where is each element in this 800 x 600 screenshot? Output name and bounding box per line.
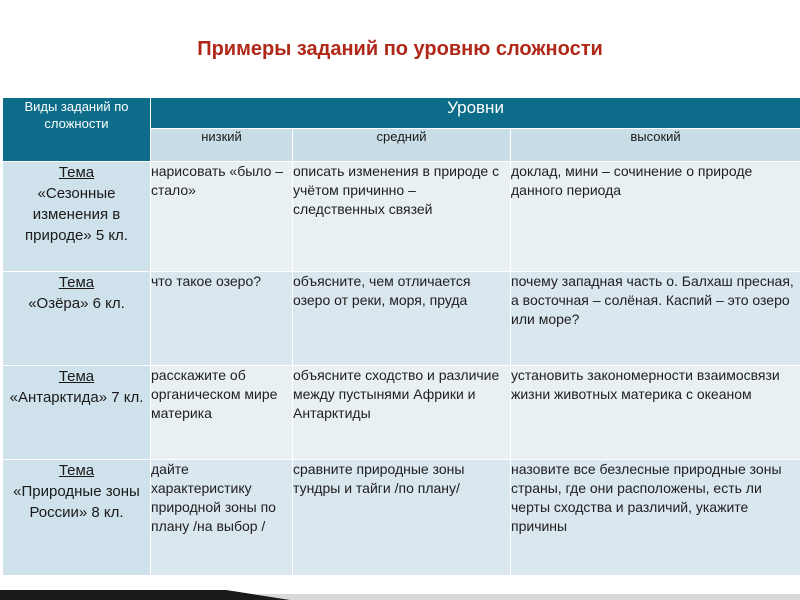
- topic-label: Тема: [58, 368, 95, 385]
- task-mid: сравните природные зоны тундры и тайги /по плану/: [293, 460, 511, 576]
- tasks-table: [2, 97, 800, 576]
- task-low: что такое озеро?: [151, 272, 293, 366]
- task-low: дайте характеристику природной зоны по плану /на выбор /: [151, 460, 293, 576]
- topic-name: «Антарктида» 7 кл.: [9, 389, 144, 406]
- task-mid: описать изменения в природе с учётом причинно – следственных связей: [293, 162, 511, 272]
- slide-footer-band: [0, 582, 800, 600]
- task-high: назовите все безлесные природные зоны страны, где они расположены, есть ли черты сходства и различий, укажите причины: [511, 460, 800, 576]
- header-task-kinds: Виды заданий по сложности: [3, 98, 151, 162]
- header-level-mid: средний: [293, 129, 511, 162]
- table-row: [3, 460, 800, 576]
- topic-cell: [3, 460, 151, 576]
- task-high: доклад, мини – сочинение о природе данного периода: [511, 162, 800, 272]
- topic-name: «Озёра» 6 кл.: [28, 295, 125, 312]
- topic-label: Тема: [58, 462, 95, 479]
- topic-cell: [3, 272, 151, 366]
- task-low: расскажите об органическом мире материка: [151, 366, 293, 460]
- table-row: [3, 366, 800, 460]
- task-low: нарисовать «было – стало»: [151, 162, 293, 272]
- topic-label: Тема: [58, 274, 95, 291]
- topic-name: «Природные зоны России» 8 кл.: [13, 483, 140, 521]
- topic-cell: [3, 162, 151, 272]
- page-title: Примеры заданий по уровню сложности: [197, 38, 603, 60]
- header-row-levels: [3, 98, 800, 129]
- header-levels: Уровни: [151, 98, 800, 129]
- table-row: [3, 272, 800, 366]
- task-mid: объясните, чем отличается озеро от реки, моря, пруда: [293, 272, 511, 366]
- topic-cell: [3, 366, 151, 460]
- task-high: почему западная часть о. Балхаш пресная, а восточная – солёная. Каспий – это озеро или море?: [511, 272, 800, 366]
- header-level-low: низкий: [151, 129, 293, 162]
- footer-stripe-dark: [0, 590, 290, 600]
- task-mid: объясните сходство и различие между пустынями Африки и Антарктиды: [293, 366, 511, 460]
- header-level-high: высокий: [511, 129, 800, 162]
- table-row: [3, 162, 800, 272]
- task-high: установить закономерности взаимосвязи жизни животных материка с океаном: [511, 366, 800, 460]
- topic-name: «Сезонные изменения в природе» 5 кл.: [25, 185, 128, 244]
- topic-label: Тема: [58, 164, 95, 181]
